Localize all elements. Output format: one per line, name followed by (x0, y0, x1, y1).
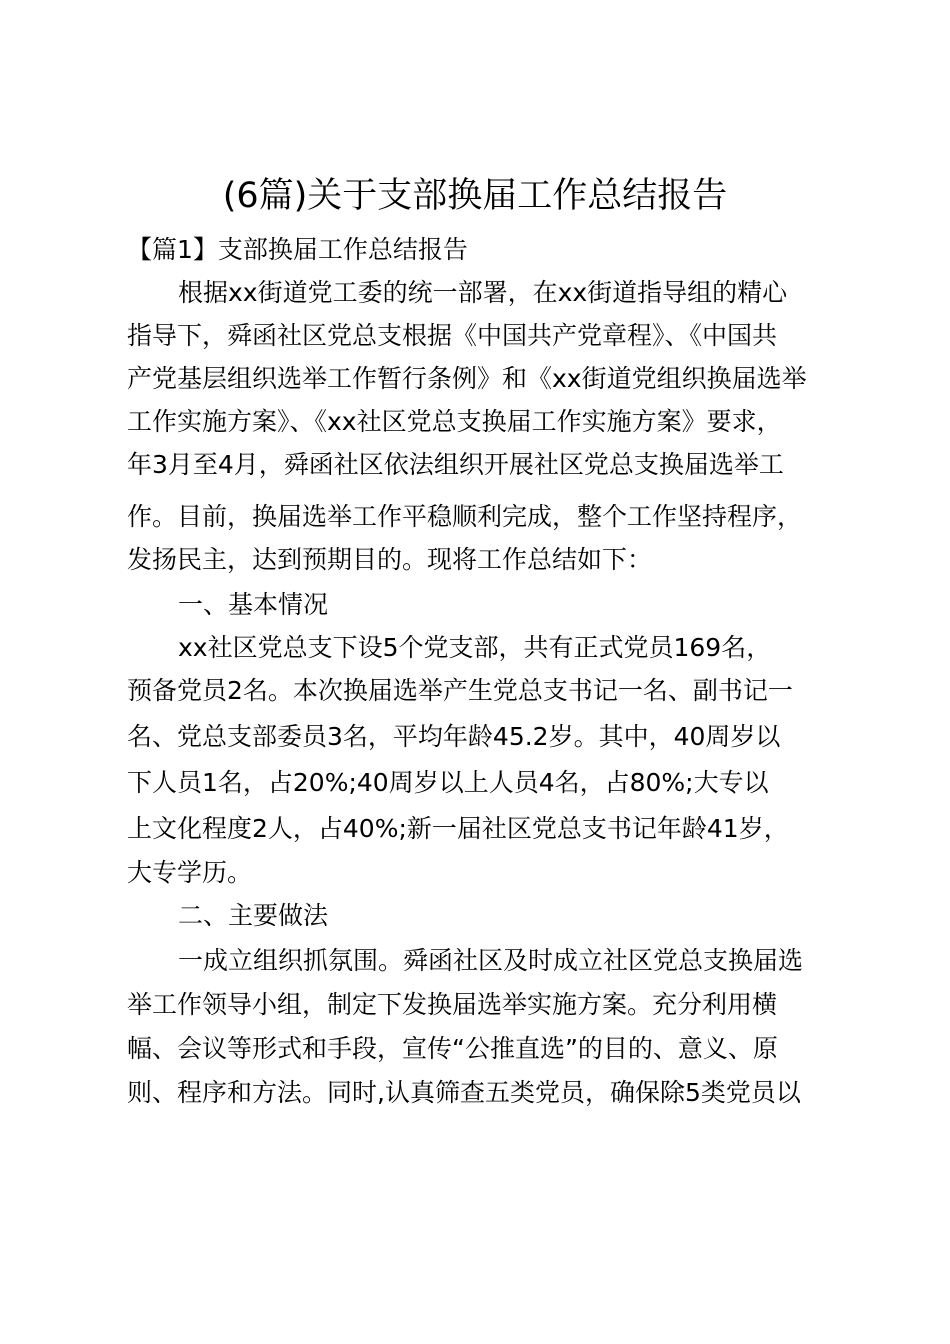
section-subtitle: 【篇1】支部换届工作总结报告 (127, 235, 468, 264)
paragraph-line: 年3月至4月，舜函社区依法组织开展社区党总支换届选举工 (127, 450, 784, 479)
paragraph-line: 发扬民主，达到预期目的。现将工作总结如下： (127, 545, 653, 574)
paragraph-line: 大专学历。 (127, 858, 253, 887)
paragraph-line: 一成立组织抓氛围。舜函社区及时成立社区党总支换届选 (178, 946, 804, 975)
paragraph-line: 则、程序和方法。同时,认真筛查五类党员，确保除5类党员以 (127, 1078, 801, 1107)
paragraph-line: 下人员1名，占20%;40周岁以上人员4名，占80%;大专以 (127, 768, 769, 797)
paragraph-line: 名、党总支部委员3名，平均年龄45.2岁。其中，40周岁以 (127, 722, 781, 751)
paragraph-line: 预备党员2名。本次换届选举产生党总支书记一名、副书记一 (127, 676, 793, 705)
section-heading: 二、主要做法 (178, 901, 329, 930)
paragraph-line: 举工作领导小组，制定下发换届选举实施方案。充分利用横 (127, 990, 778, 1019)
document-title: (6篇)关于支部换届工作总结报告 (222, 176, 728, 216)
section-heading: 一、基本情况 (178, 590, 329, 619)
paragraph-line: 作。目前，换届选举工作平稳顺利完成，整个工作坚持程序， (127, 502, 803, 531)
paragraph-line: 指导下，舜函社区党总支根据《中国共产党章程》、《中国共 (127, 321, 778, 350)
paragraph-line: 幅、会议等形式和手段，宣传“公推直选”的目的、意义、原 (127, 1034, 778, 1063)
paragraph-line: 上文化程度2人，占40%;新一届社区党总支书记年龄41岁， (127, 814, 789, 843)
paragraph-line: 产党基层组织选举工作暂行条例》和《xx街道党组织换届选举 (127, 364, 807, 393)
paragraph-line: 工作实施方案》、《xx社区党总支换届工作实施方案》要求， (127, 407, 782, 436)
paragraph-line: 根据xx街道党工委的统一部署，在xx街道指导组的精心 (178, 278, 788, 307)
paragraph-line: xx社区党总支下设5个党支部，共有正式党员169名， (178, 633, 772, 662)
